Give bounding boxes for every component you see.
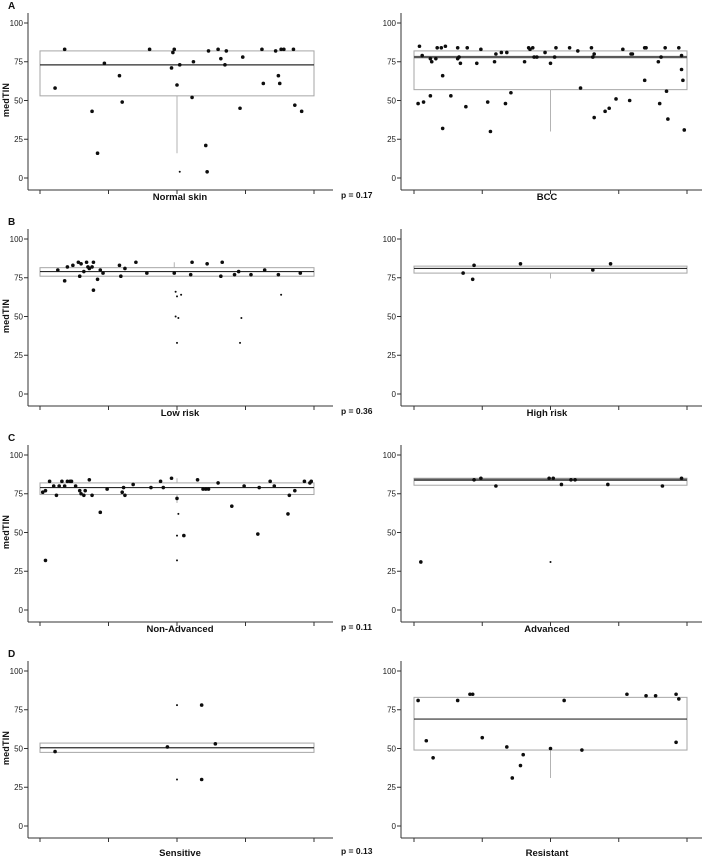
boxplot-low-risk — [0, 216, 340, 432]
x-axis-label-low-risk: Low risk — [160, 408, 200, 419]
x-axis-label-normal-skin: Normal skin — [152, 192, 208, 203]
svg-text:75: 75 — [14, 57, 23, 67]
boxplot-resistant — [340, 648, 706, 864]
x-axis-label-non-advanced: Non-Advanced — [146, 624, 214, 635]
svg-text:0: 0 — [18, 821, 23, 831]
svg-text:75: 75 — [387, 489, 396, 499]
p-value-label-d: p = 0.13 — [341, 846, 373, 856]
svg-text:75: 75 — [14, 705, 23, 715]
svg-text:25: 25 — [14, 351, 23, 361]
panel-row-a — [0, 0, 706, 216]
svg-text:50: 50 — [387, 96, 396, 106]
p-value-label-c: p = 0.11 — [341, 622, 372, 632]
x-axis-label-advanced: Advanced — [524, 624, 570, 635]
svg-text:100: 100 — [9, 234, 23, 244]
panel-row-c — [0, 432, 706, 648]
x-axis-label-bcc: BCC — [536, 192, 558, 203]
svg-text:50: 50 — [387, 744, 396, 754]
svg-text:0: 0 — [18, 605, 23, 615]
svg-text:100: 100 — [382, 666, 396, 676]
svg-text:100: 100 — [382, 18, 396, 28]
x-axis-label-high-risk: High risk — [526, 408, 568, 419]
boxplot-high-risk — [340, 216, 706, 432]
svg-text:75: 75 — [387, 705, 396, 715]
svg-text:0: 0 — [391, 821, 396, 831]
svg-text:50: 50 — [14, 96, 23, 106]
panel-letter-b: B — [8, 217, 16, 228]
svg-text:50: 50 — [14, 528, 23, 538]
boxplot-advanced — [340, 432, 706, 648]
svg-text:0: 0 — [391, 173, 396, 183]
svg-text:25: 25 — [387, 783, 396, 793]
panel-letter-c: C — [8, 433, 16, 444]
svg-text:100: 100 — [382, 234, 396, 244]
svg-text:25: 25 — [14, 567, 23, 577]
panel-row-d — [0, 648, 706, 866]
panel-row-b — [0, 216, 706, 432]
svg-text:0: 0 — [18, 389, 23, 399]
p-value-label-b: p = 0.36 — [341, 406, 373, 416]
svg-text:75: 75 — [387, 273, 396, 283]
boxplot-sensitive — [0, 648, 340, 864]
svg-text:25: 25 — [14, 783, 23, 793]
p-value-label-a: p = 0.17 — [341, 190, 373, 200]
panel-letter-a: A — [8, 1, 16, 12]
svg-text:0: 0 — [18, 173, 23, 183]
x-axis-label-sensitive: Sensitive — [159, 848, 201, 859]
svg-text:25: 25 — [387, 135, 396, 145]
svg-text:50: 50 — [14, 312, 23, 322]
svg-text:50: 50 — [14, 744, 23, 754]
svg-text:100: 100 — [9, 450, 23, 460]
y-axis-label: medTIN — [1, 514, 12, 550]
svg-text:100: 100 — [9, 18, 23, 28]
boxplot-bcc — [340, 0, 706, 216]
y-axis-label: medTIN — [1, 82, 12, 118]
svg-text:0: 0 — [391, 389, 396, 399]
svg-text:25: 25 — [387, 351, 396, 361]
svg-text:100: 100 — [9, 666, 23, 676]
svg-text:75: 75 — [387, 57, 396, 67]
svg-text:75: 75 — [14, 273, 23, 283]
y-axis-label: medTIN — [1, 298, 12, 334]
boxplot-non-advanced — [0, 432, 340, 648]
x-axis-label-resistant: Resistant — [525, 848, 569, 859]
svg-text:25: 25 — [14, 135, 23, 145]
y-axis-label: medTIN — [1, 730, 12, 766]
svg-text:75: 75 — [14, 489, 23, 499]
panel-letter-d: D — [8, 649, 16, 660]
svg-text:50: 50 — [387, 528, 396, 538]
svg-text:0: 0 — [391, 605, 396, 615]
svg-text:50: 50 — [387, 312, 396, 322]
svg-text:100: 100 — [382, 450, 396, 460]
svg-text:25: 25 — [387, 567, 396, 577]
boxplot-normal-skin — [0, 0, 340, 216]
